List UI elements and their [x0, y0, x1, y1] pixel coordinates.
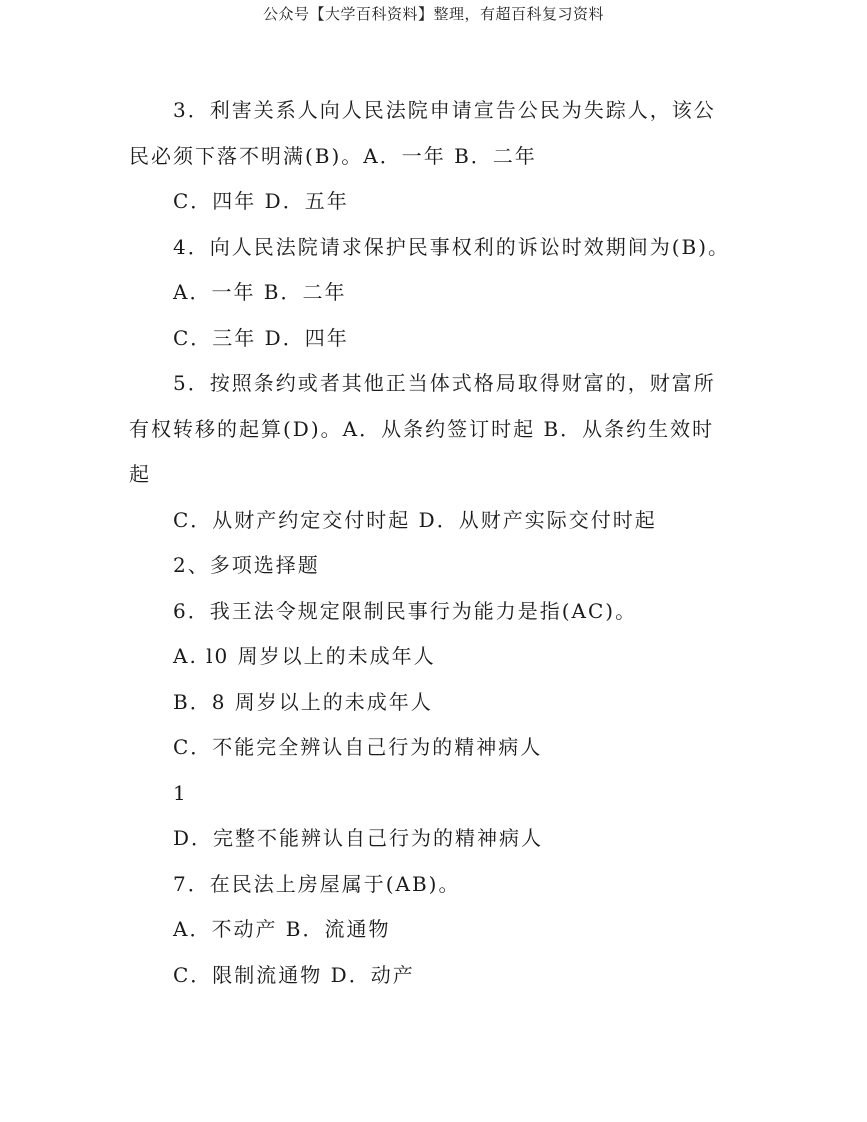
text-line: D．完整不能辨认自己行为的精神病人 [173, 826, 544, 850]
text-line: 有权转移的起算(D)。A．从条约签订时起 B．从条约生效时 [129, 416, 715, 441]
text-line: C．四年 D．五年 [173, 189, 349, 213]
document-body [129, 88, 739, 998]
text-line: C．从财产约定交付时起 D．从财产实际交付时起 [173, 507, 657, 532]
text-line: 起 [129, 462, 151, 486]
text-line: C．三年 D．四年 [173, 325, 349, 350]
text-line: 5．按照条约或者其他正当体式格局取得财富的，财富所 [173, 371, 716, 395]
page-number: 1 [173, 780, 188, 805]
text-line: C．不能完全辨认自己行为的精神病人 [173, 735, 543, 759]
text-line: 3．利害关系人向人民法院申请宣告公民为失踪人，该公 [173, 98, 716, 122]
text-line: 6．我王法令规定限制民事行为能力是指(AC)。 [173, 598, 638, 623]
text-line: A．一年 B．二年 [173, 280, 347, 304]
text-line: C．限制流通物 D．动产 [173, 962, 415, 987]
text-line: A. l0 周岁以上的未成年人 [173, 644, 436, 668]
text-line: 7．在民法上房屋属于(AB)。 [173, 871, 461, 896]
text-line: A．不动产 B．流通物 [173, 917, 391, 941]
section-heading: 2、多项选择题 [173, 553, 320, 577]
page-header: 公众号【大学百科资料】整理，有超百科复习资料 [262, 5, 604, 23]
text-line: 民必须下落不明满(B)。A．一年 B．二年 [129, 143, 537, 168]
text-line: B．8 周岁以上的未成年人 [173, 689, 433, 714]
text-line: 4．向人民法院请求保护民事权利的诉讼时效期间为(B)。 [173, 234, 731, 259]
